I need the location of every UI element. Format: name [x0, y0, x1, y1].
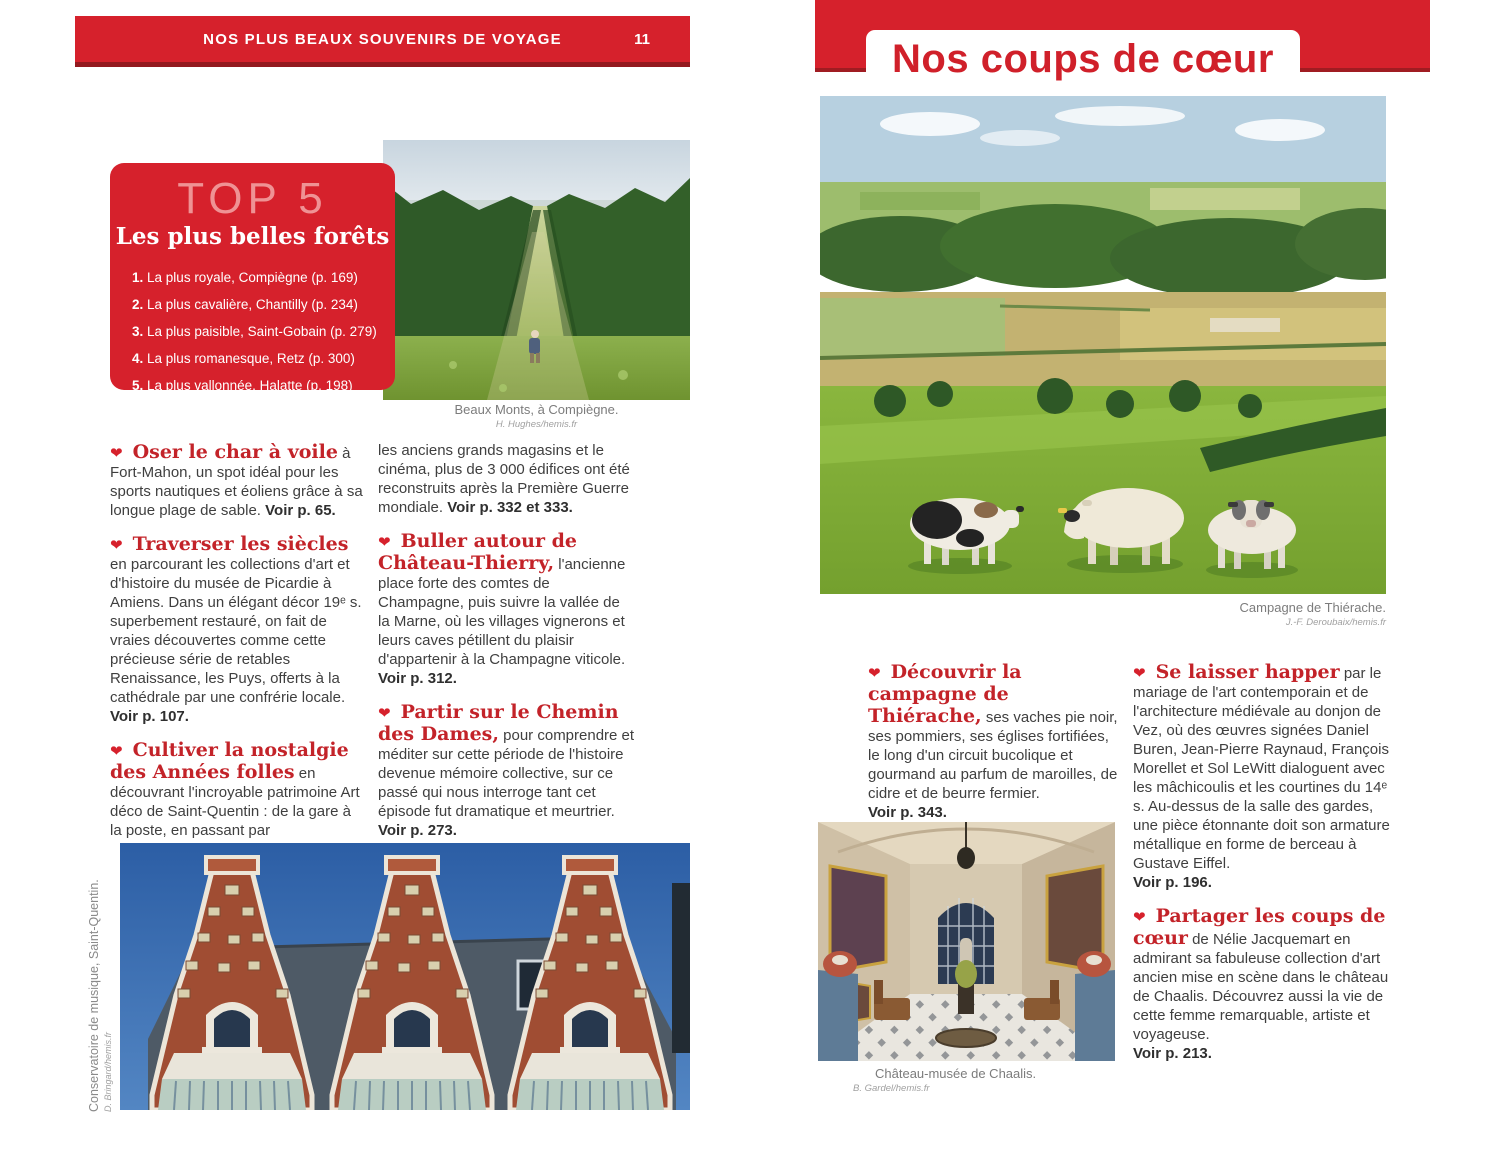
- section-heading: Partager les coups de cœur: [1133, 905, 1386, 949]
- chaalis-caption-block: [818, 1066, 1115, 1095]
- thierache-photo-illustration: [820, 96, 1386, 594]
- left-header-title: NOS PLUS BEAUX SOUVENIRS DE VOYAGE: [203, 30, 562, 48]
- section-heading: Buller autour de Château-Thierry,: [378, 530, 577, 574]
- forest-photo-caption-block: [383, 402, 690, 431]
- top5-subtitle: Les plus belles forêts: [115, 223, 390, 250]
- heart-icon: ❤: [868, 665, 881, 682]
- right-title-box: [866, 30, 1300, 88]
- section-body: à Fort-Mahon, un spot idéal pour les sports nautiques et éoliens grâce à sa longue plage de sable.: [110, 445, 363, 519]
- section-heading: Partir sur le Chemin des Dames,: [378, 701, 619, 745]
- forest-photo: [383, 140, 690, 400]
- photo-caption: Campagne de Thiérache.: [1239, 600, 1386, 615]
- thierache-caption-block: [820, 600, 1386, 629]
- conservatoire-caption-vertical: [86, 812, 115, 1112]
- top5-list: [110, 264, 395, 399]
- heart-icon: ❤: [378, 705, 391, 722]
- section-page-ref: Voir p. 213.: [1133, 1045, 1212, 1062]
- section-body: en découvrant l'incroyable patrimoine Art déco de Saint-Quentin : de la gare à la poste, en passant par: [110, 765, 360, 839]
- section-heading: Oser le char à voile: [132, 441, 338, 463]
- section-buller-autour: [378, 530, 635, 688]
- chaalis-photo-illustration: [818, 822, 1115, 1061]
- photo-credit: B. Gardel/hemis.fr: [853, 1083, 930, 1094]
- section-heading: Se laisser happer: [1155, 661, 1340, 683]
- photo-caption: Conservatoire de musique, Saint-Quentin.: [87, 879, 101, 1112]
- section-body: en parcourant les collections d'art et d'histoire du musée de Picardie à Amiens. Dans un élégant décor 19ᵉ s. superbement restauré, on fait de vraies découvertes comme cette précieuse série de retables Renaissance, les Puys, offerts à la cathédrale par une confrérie locale.: [110, 556, 362, 706]
- left-column-1: [110, 441, 365, 853]
- heart-icon: ❤: [1133, 909, 1146, 926]
- paragraph-continuation: [378, 441, 635, 517]
- top5-item: 5. La plus vallonnée, Halatte (p. 198): [132, 378, 353, 393]
- section-traverser-les-siecles: [110, 533, 365, 726]
- heart-icon: ❤: [110, 445, 123, 462]
- section-heading: Cultiver la nostalgie des Années folles: [110, 739, 349, 783]
- section-oser-le-char: [110, 441, 365, 520]
- top5-box: [110, 163, 395, 393]
- heart-icon: ❤: [110, 743, 123, 760]
- photo-credit: J.-F. Deroubaix/hemis.fr: [1285, 617, 1386, 628]
- left-header-bar: [75, 16, 690, 62]
- photo-credit: D. Bringard/hemis.fr: [103, 1031, 113, 1112]
- top5-item: 2. La plus cavalière, Chantilly (p. 234): [132, 297, 358, 312]
- section-body: pour comprendre et méditer sur cette période de l'histoire devenue mémoire collective, sur ce passé qui nous interroge tant cet épisode fut dramatique et meurtrier.: [378, 727, 635, 820]
- section-page-ref: Voir p. 107.: [110, 708, 189, 725]
- section-heading: Traverser les siècles: [132, 533, 349, 555]
- section-page-ref: Voir p. 196.: [1133, 874, 1212, 891]
- section-partager-coups-de-coeur: [1133, 905, 1393, 1063]
- section-page-ref: Voir p. 312.: [378, 670, 457, 687]
- section-cultiver-la-nostalgie: [110, 739, 365, 840]
- section-page-ref: Voir p. 65.: [265, 502, 336, 519]
- right-column-2: [1133, 661, 1393, 1076]
- section-page-ref: Voir p. 343.: [868, 804, 947, 821]
- section-body: par le mariage de l'art contemporain et de l'architecture médiévale au donjon de Vez, où des œuvres signées Daniel Buren, Jean-Pierre Raynaud, François Morellet et Sol LeWitt dialoguent avec les mâchicoulis et les courtines du 14ᵉ s. Au-dessus de la salle des gardes, une pièce étonnante doit son armature métallique en forme de berceau à Gustave Eiffel.: [1133, 665, 1390, 872]
- thierache-photo: [820, 96, 1386, 594]
- heart-icon: ❤: [1133, 665, 1146, 682]
- section-page-ref: Voir p. 273.: [378, 822, 457, 839]
- right-page-title: Nos coups de cœur: [892, 36, 1274, 81]
- section-se-laisser-happer: [1133, 661, 1393, 892]
- heart-icon: ❤: [110, 537, 123, 554]
- section-body: de Nélie Jacquemart en admirant sa fabuleuse collection d'art ancien mise en scène dans le château de Chaalis. Découvrez aussi la vie de cette femme remarquable, artiste et voyageuse.: [1133, 931, 1389, 1043]
- photo-credit: H. Hughes/hemis.fr: [495, 419, 578, 430]
- top5-item: 3. La plus paisible, Saint-Gobain (p. 279): [132, 324, 377, 339]
- section-body: les anciens grands magasins et le cinéma, plus de 3 000 édifices ont été reconstruits après la Première Guerre mondiale.: [378, 442, 630, 516]
- left-column-2: [378, 441, 635, 853]
- top5-item: 4. La plus romanesque, Retz (p. 300): [132, 351, 355, 366]
- left-header-bar-edge: [75, 62, 690, 67]
- photo-caption: Beaux Monts, à Compiègne.: [454, 402, 619, 417]
- section-page-ref: Voir p. 332 et 333.: [447, 499, 573, 516]
- heart-icon: ❤: [378, 534, 391, 551]
- top5-title: TOP 5: [177, 174, 328, 223]
- chaalis-photo: [818, 822, 1115, 1061]
- top5-item: 1. La plus royale, Compiègne (p. 169): [132, 270, 358, 285]
- section-decouvrir-thierache: [868, 661, 1122, 822]
- conservatoire-photo: [120, 843, 690, 1110]
- left-page-number: 11: [634, 30, 650, 48]
- photo-caption: Château-musée de Chaalis.: [875, 1066, 1037, 1081]
- conservatoire-photo-illustration: [120, 843, 690, 1110]
- right-column-1: [868, 661, 1122, 835]
- forest-photo-illustration: [383, 140, 690, 400]
- section-chemin-des-dames: [378, 701, 635, 840]
- section-heading: Découvrir la campagne de Thiérache,: [868, 661, 1022, 727]
- section-body: l'ancienne place forte des comtes de Champagne, puis suivre la vallée de la Marne, où les villages vignerons et leurs caves pétillent du plaisir d'appartenir à la Champagne viticole.: [378, 556, 626, 668]
- section-body: ses vaches pie noir, ses pommiers, ses églises fortifiées, le long d'un circuit bucolique et gourmand au parfum de maroilles, de cidre et de beurre fermier.: [868, 709, 1118, 802]
